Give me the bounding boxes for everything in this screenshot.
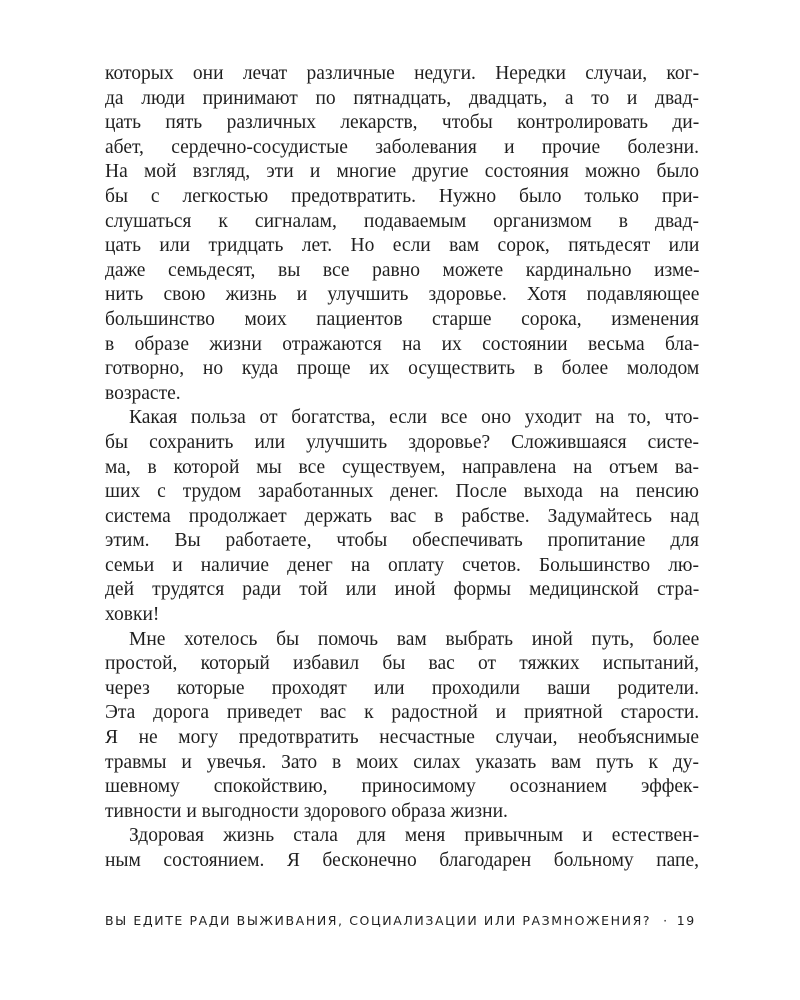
text-line: ших с трудом заработанных денег. После выхода на пенсию [105,481,699,503]
page-body [105,62,699,874]
text-line: ховки! [105,604,160,626]
text-line: дей трудятся ради той или иной формы медицинской стра- [105,579,700,601]
text-line: которых они лечат различные недуги. Нередки случаи, ког- [105,63,700,84]
text-line: Я не могу предотвратить несчастные случаи, необъяснимые [105,727,699,749]
running-title: ВЫ ЕДИТЕ РАДИ ВЫЖИВАНИЯ, СОЦИАЛИЗАЦИИ ИЛИ РАЗМНОЖЕНИЯ? [105,913,652,928]
text-line: в образе жизни отражаются на их состоянии весьма бла- [105,333,700,355]
text-line: шевному спокойствию, приносимому осознанием эффек- [105,776,699,798]
text-line: бы сохранить или улучшить здоровье? Сложившаяся систе- [105,431,700,453]
text-line: Мне хотелось бы помочь вам выбрать иной путь, более [129,628,700,650]
text-line: травмы и увечья. Зато в моих силах указать вам путь к ду- [105,751,699,773]
text-line: большинство моих пациентов старше сорока, изменения [105,308,699,330]
text-line: слушаться к сигналам, подаваемым организмом в двад- [105,210,699,232]
text-line: Какая польза от богатства, если все оно уходит на то, что- [129,407,699,429]
paragraph-2 [105,406,699,627]
text-line: этим. Вы работаете, чтобы обеспечивать пропитание для [105,530,699,552]
text-line: тивности и выгодности здорового образа жизни. [105,800,508,822]
text-line: На мой взгляд, эти и многие другие состояния можно было [105,161,699,183]
running-footer [105,913,699,928]
text-line: да люди принимают по пятнадцать, двадцать, а то и двад- [105,87,699,109]
text-line: Эта дорога приведет вас к радостной и приятной старости. [105,702,700,724]
text-line: Здоровая жизнь стала для меня привычным и естествен- [129,825,700,847]
paragraph-3 [105,628,699,825]
text-line: готворно, но куда проще их осуществить в более молодом [105,358,700,380]
text-line: через которые проходят или проходили ваши родители. [105,677,699,699]
text-line: бы с легкостью предотвратить. Нужно было только при- [105,185,699,207]
text-line: даже семьдесят, вы все равно можете кардинально изме- [105,259,700,281]
text-line: возрасте. [105,382,181,404]
text-line: простой, который избавил бы вас от тяжких испытаний, [105,653,699,675]
text-line: абет, сердечно-сосудистые заболевания и прочие болезни. [105,136,699,158]
paragraph-1 [105,62,699,406]
footer-separator: · [663,913,669,928]
paragraph-4 [105,824,699,873]
text-line: система продолжает держать вас в рабстве. Задумайтесь над [105,505,700,527]
page-number: 19 [676,913,696,928]
text-line: ным состоянием. Я бесконечно благодарен больному папе, [105,850,700,871]
text-line: семьи и наличие денег на оплату счетов. Большинство лю- [105,554,699,576]
text-line: ма, в которой мы все существуем, направлена на отъем ва- [105,456,699,478]
text-line: цать или тридцать лет. Но если вам сорок, пятьдесят или [105,235,700,257]
text-line: цать пять различных лекарств, чтобы контролировать ди- [105,112,700,134]
text-line: нить свою жизнь и улучшить здоровье. Хотя подавляющее [105,284,700,306]
